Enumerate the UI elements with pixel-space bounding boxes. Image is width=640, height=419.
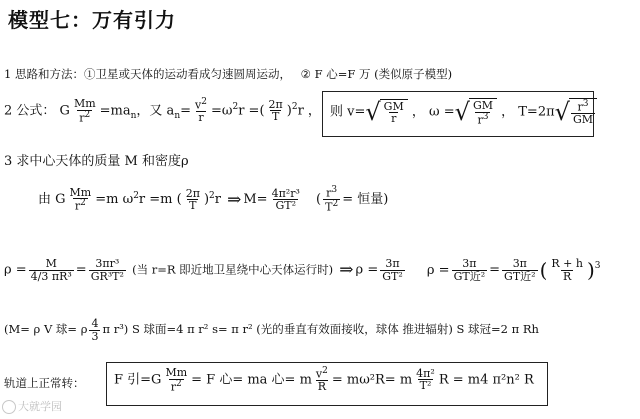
sqrt-GM-r3: √ $\frac{GM}{r^3}$	[455, 98, 497, 126]
note-near-earth: (当 r=R 即近地卫星绕中心天体运行时)	[132, 262, 334, 277]
frac-M-V: $\frac{M}{\text{4/3 πR³}}$	[30, 257, 72, 283]
text-omega: ω =	[429, 104, 455, 120]
section-3-label: 3 求中心天体的质量 M 和密度ρ	[4, 154, 189, 169]
section-3-derivation: 由 G $\frac{Mm}{r^2}$ =m $\omega^2r =m$ ( $\frac{2\pi}{T}$ )$^2$r ⇒ M= $\frac{\text{4π²r³}}{\text{GT²}}$ ( $\frac{r^3}{T^2}$ = 恒量)	[38, 185, 389, 214]
text-constant: = 恒量	[342, 192, 384, 208]
frac-kepler: $\frac{r^3}{T^2}$	[325, 185, 339, 214]
frac-mass: $\frac{\text{4π²r³}}{\text{GT²}}$	[271, 186, 300, 213]
section-1-label: 1 思路和方法：①卫星或天体的运动看成匀速圆周运动，	[4, 67, 291, 81]
eq-ma: =ma	[99, 103, 131, 119]
text-you: ，又 a	[136, 103, 175, 119]
frac-2pi-T: $\frac{2\pi}{T}$	[268, 97, 283, 124]
geometry-formulas: (M= ρ V 球= ρ $\frac{4}{3}$ π r³) S 球面=4 π r² s= π r² (光的垂直有效面接收，球体 推进辐射) S 球冠=2 π Rh	[4, 317, 539, 343]
frac-Mm-r2: $\frac{Mm}{r^2}$	[73, 97, 96, 125]
section-1-item2: ② F 心=F 万 (类似原子模型)	[300, 67, 453, 81]
sqrt-r3-GM: √ $\frac{r^3}{GM}$	[555, 98, 597, 126]
section-2-label: 2 公式：	[4, 103, 56, 119]
section-2-formulas: 2 公式： G $\frac{Mm}{r^2}$ $=ma_n$，又 $a_n=$ $\frac{v^2}{r}$ $=\omega^2r$ =( $\frac{2\pi}{T}$ )$^2$r ，	[4, 97, 321, 125]
sqrt-GM-r: √ $\frac{GM}{r}$	[365, 99, 407, 125]
frac-density-general: $\frac{\text{3πr³}}{\text{GR³T²}}$	[90, 257, 124, 283]
section-1-methods	[4, 66, 452, 82]
text-then-v: 则 v=	[330, 104, 366, 120]
density-formulas: ρ = $\frac{M}{\text{4/3 πR³}}$ = $\frac{\text{3πr³}}{\text{GR³T²}}$ (当 r=R 即近地卫星绕中心天体运行时) ⇒ ρ = $\frac{3\pi}{\text{GT²}}$ ρ = $\frac{3\pi}{\text{GT近²}}$ = $\frac{3\pi}{\text{GT近²}}$ ( $\frac{R + h}{R}$ )$^3$	[4, 257, 601, 283]
text-T: T=2π	[518, 104, 555, 120]
orbit-label: 轨道上正常转：	[4, 376, 85, 390]
boxed-formulas: 则 v= √ $\frac{GM}{r}$ ， ω = √ $\frac{GM}{r^3}$ ， T=2π √ $\frac{r^3}{GM}$	[330, 98, 597, 126]
page-title: 模型七：万有引力	[8, 8, 176, 32]
orbit-formula: F 引=G $\frac{Mm}{r^2}$ = F 心= ma 心= m $\frac{v^2}{R}$ = mω²R= m $\frac{\text{4π²}}{\text{T²}}$ R = m4 π²n² R	[114, 366, 534, 394]
watermark-logo-icon	[2, 400, 16, 414]
watermark: 大就学园	[2, 398, 62, 414]
implies-arrow: ⇒	[227, 189, 242, 210]
frac-v2-r: $\frac{v^2}{r}$	[195, 97, 207, 125]
